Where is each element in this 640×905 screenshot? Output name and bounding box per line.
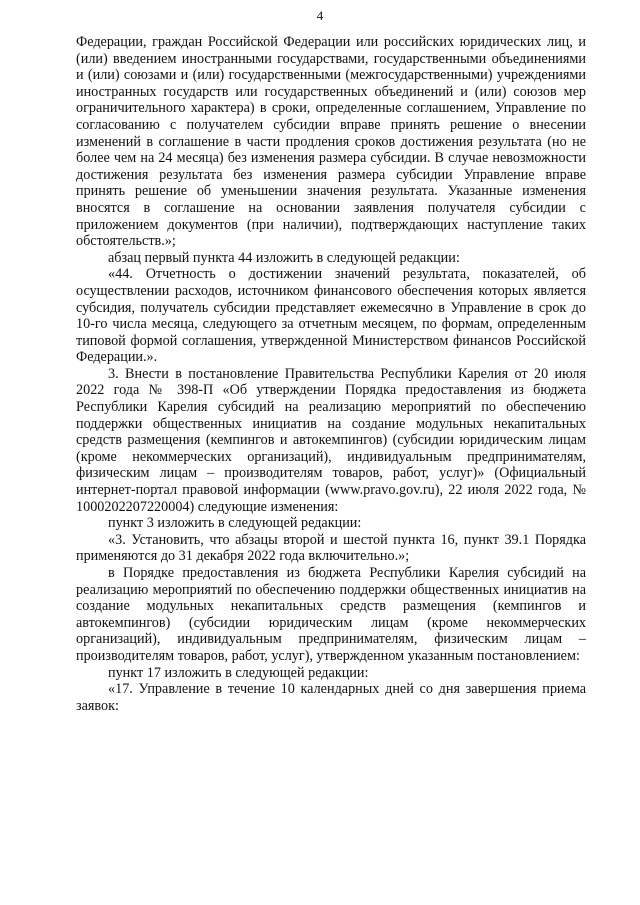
- paragraph-procedure-intro: в Порядке предоставления из бюджета Республики Карелия субсидий на реализацию мероприятий по обеспечению поддержки общественных инициатив на создание модульных некапитальных средств размещения (кемпингов и автокемпингов) (субсидии юридическим лицам (кроме некоммерческих организаций), индивидуальным предпринимателям, физическим лицам – производителям товаров, работ, услуг), утвержденном указанным постановлением:: [76, 565, 586, 664]
- paragraph-item-17: «17. Управление в течение 10 календарных дней со дня завершения приема заявок:: [76, 681, 586, 714]
- paragraph-amend-3-intro: пункт 3 изложить в следующей редакции:: [108, 515, 362, 532]
- paragraph-item-44: «44. Отчетность о достижении значений результата, показателей, об осуществлении расходов, источником финансового обеспечения которых является субсидия, получатель субсидии представляет ежемесячно в Управление в срок до 10-го числа месяца, следующего за отчетным месяцем, по формам, определенным типовой формой соглашения, утвержденной Министерством финансов Российской Федерации.».: [76, 266, 586, 366]
- paragraph-amend-44-intro: абзац первый пункта 44 изложить в следующей редакции:: [108, 249, 460, 266]
- page-number: 4: [316, 8, 324, 23]
- document-body: [76, 34, 586, 714]
- paragraph-amend-17-intro: пункт 17 изложить в следующей редакции:: [108, 664, 369, 681]
- paragraph-section-3: 3. Внести в постановление Правительства Республики Карелия от 20 июля 2022 года № 398-П «Об утверждении Порядка предоставления из бюджета Республики Карелия субсидий на реализацию мероприятий по обеспечению поддержки общественных инициатив на создание модульных некапитальных средств размещения (кемпингов и автокемпингов) (субсидии юридическим лицам (кроме некоммерческих организаций), индивидуальным предпринимателям, физическим лицам – производителям товаров, работ, услуг)» (Официальный интернет-портал правовой информации (www.pravo.gov.ru), 22 июля 2022 года, № 1000202207220004) следующие изменения:: [76, 365, 586, 515]
- paragraph-item-3: «3. Установить, что абзацы второй и шестой пункта 16, пункт 39.1 Порядка применяются до 31 декабря 2022 года включительно.»;: [76, 531, 586, 565]
- paragraph-continuation: Федерации, граждан Российской Федерации или российских юридических лиц, и (или) введением иностранными государствами, государственными объединениями и (или) союзами и (или) государственными (межгосударственными) учреждениями иностранных государств или государственных объединений и (или) союзов мер ограничительного характера) в сроки, определенные соглашением, Управление по согласованию с получателем субсидии вправе принять решение о внесении изменений в соглашение в части продления сроков достижения результата (но не более чем на 24 месяца) без изменения размера субсидии. В случае невозможности достижения результата без изменения размера субсидии Управление вправе принять решение об уменьшении значения результата. Указанные изменения вносятся в соглашение на основании заявления получателя субсидии с приложением документов (при наличии), подтверждающих наступление таких обстоятельств.»;: [76, 34, 586, 250]
